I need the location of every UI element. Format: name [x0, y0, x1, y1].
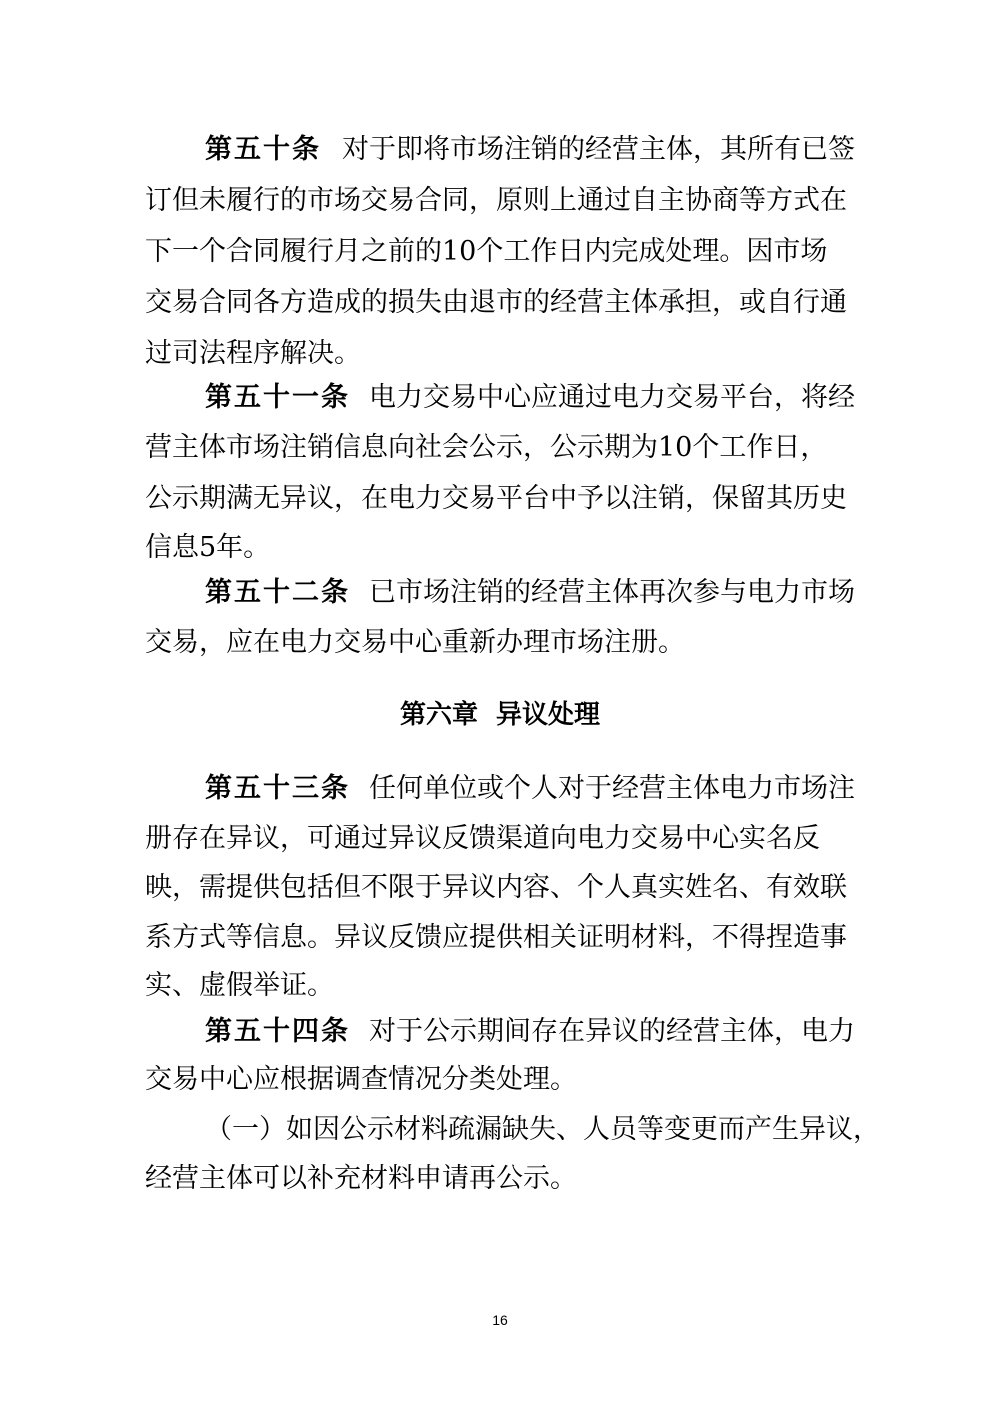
article-53-line-2: 册存在异议，可通过异议反馈渠道向电力交易中心实名反	[145, 823, 820, 854]
article-51-heading: 第五十一条	[205, 382, 350, 413]
article-52-line-1	[205, 573, 855, 613]
article-51-line-1	[205, 378, 855, 418]
item-1-line-2: 经营主体可以补充材料申请再公示。	[145, 1163, 577, 1194]
article-50-line-5: 过司法程序解决。	[145, 338, 361, 369]
article-52-heading: 第五十二条	[205, 577, 350, 608]
article-54-text-1: 对于公示期间存在异议的经营主体，电力	[369, 1016, 855, 1047]
article-54-line-1	[205, 1012, 855, 1052]
article-50-line-4: 交易合同各方造成的损失由退市的经营主体承担，或自行通	[145, 287, 847, 318]
article-50-line-3: 下一个合同履行月之前的10个工作日内完成处理。因市场	[145, 236, 828, 267]
article-50-line-1	[205, 130, 855, 170]
article-51-line-2: 营主体市场注销信息向社会公示，公示期为10个工作日，	[145, 432, 828, 463]
article-50-line-2: 订但未履行的市场交易合同，原则上通过自主协商等方式在	[145, 185, 847, 216]
item-1-line-1: （一）如因公示材料疏漏缺失、人员等变更而产生异议，	[205, 1114, 880, 1145]
article-53-text-1: 任何单位或个人对于经营主体电力市场注	[369, 773, 855, 804]
chapter-title: 第六章 异议处理	[399, 700, 601, 730]
article-51-line-3: 公示期满无异议，在电力交易平台中予以注销，保留其历史	[145, 483, 847, 514]
article-53-line-3: 映，需提供包括但不限于异议内容、个人真实姓名、有效联	[145, 872, 847, 903]
article-53-line-5: 实、虚假举证。	[145, 970, 334, 1001]
article-53-heading: 第五十三条	[205, 773, 350, 804]
article-54-heading: 第五十四条	[205, 1016, 350, 1047]
article-50-heading: 第五十条	[205, 134, 321, 165]
article-52-text-1: 已市场注销的经营主体再次参与电力市场	[369, 577, 855, 608]
article-53-line-1	[205, 769, 855, 809]
page-number: 16	[492, 1312, 508, 1328]
article-53-line-4: 系方式等信息。异议反馈应提供相关证明材料，不得捏造事	[145, 922, 847, 953]
article-51-line-4: 信息5年。	[145, 532, 271, 563]
article-50-text-1: 对于即将市场注销的经营主体，其所有已签	[342, 134, 855, 165]
article-54-line-2: 交易中心应根据调查情况分类处理。	[145, 1064, 577, 1095]
article-51-text-1: 电力交易中心应通过电力交易平台，将经	[369, 382, 855, 413]
article-52-line-2: 交易，应在电力交易中心重新办理市场注册。	[145, 627, 685, 658]
